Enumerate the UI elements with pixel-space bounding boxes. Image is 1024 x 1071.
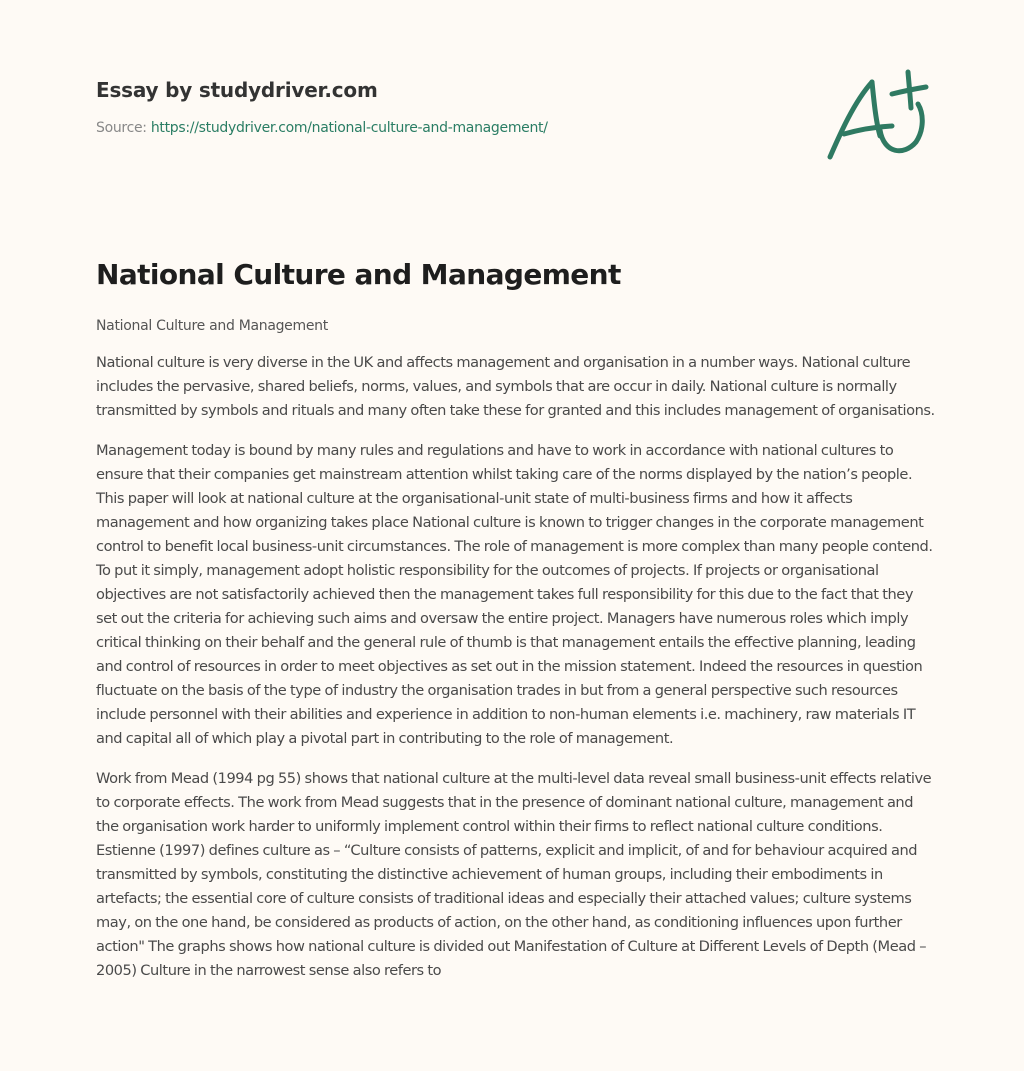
- source-label: Source:: [96, 120, 151, 136]
- a-plus-grade-icon: [820, 64, 930, 168]
- paragraph: Work from Mead (1994 pg 55) shows that national culture at the multi-level data reveal small business-unit effects relative to corporate effects. The work from Mead suggests that in the presence of dominant national culture, management and the organisation work harder to uniformly implement control within their firms to reflect national culture conditions. Estienne (1997) defines culture as – “Culture consists of patterns, explicit and implicit, of and for behaviour acquired and transmitted by symbols, constituting the distinctive achievement of human groups, including their embodiments in artefacts; the essential core of culture consists of traditional ideas and especially their attached values; culture systems may, on the one hand, be considered as products of action, on the other hand, as conditioning influences upon further action" The graphs shows how national culture is divided out Manifestation of Culture at Different Levels of Depth (Mead – 2005) Culture in the narrowest sense also refers to: [96, 770, 932, 979]
- article: [96, 253, 936, 983]
- article-subtitle: National Culture and Management: [96, 318, 328, 334]
- source-link[interactable]: https://studydriver.com/national-culture-and-management/: [150, 120, 548, 136]
- brand-title: Essay by studydriver.com: [96, 78, 378, 102]
- page-title: National Culture and Management: [96, 258, 621, 291]
- paragraph: Management today is bound by many rules and regulations and have to work in accordance with national cultures to ensure that their companies get mainstream attention whilst taking care of the norms displayed by the nation’s people. This paper will look at national culture at the organisational-unit state of multi-business firms and how it affects management and how organizing takes place National culture is known to trigger changes in the corporate management control to benefit local business-unit circumstances. The role of management is more complex than many people contend. To put it simply, management adopt holistic responsibility for the outcomes of projects. If projects or organisational objectives are not satisfactorily achieved then the management takes full responsibility for this due to the fact that they set out the criteria for achieving such aims and oversaw the entire project. Managers have numerous roles which imply critical thinking on their behalf and the general rule of thumb is that management entails the effective planning, leading and control of resources in order to meet objectives as set out in the mission statement. Indeed the resources in question fluctuate on the basis of the type of industry the organisation trades in but from a general perspective such resources include personnel with their abilities and experience in addition to non-human elements i.e. machinery, raw materials IT and capital all of which play a pivotal part in contributing to the role of management.: [96, 442, 933, 747]
- source-line: [96, 118, 936, 138]
- site-header: [96, 74, 936, 138]
- paragraph: National culture is very diverse in the UK and affects management and organisation in a number ways. National culture includes the pervasive, shared beliefs, norms, values, and symbols that are occur in daily. National culture is normally transmitted by symbols and rituals and many often take these for granted and this includes management of organisations.: [96, 354, 935, 419]
